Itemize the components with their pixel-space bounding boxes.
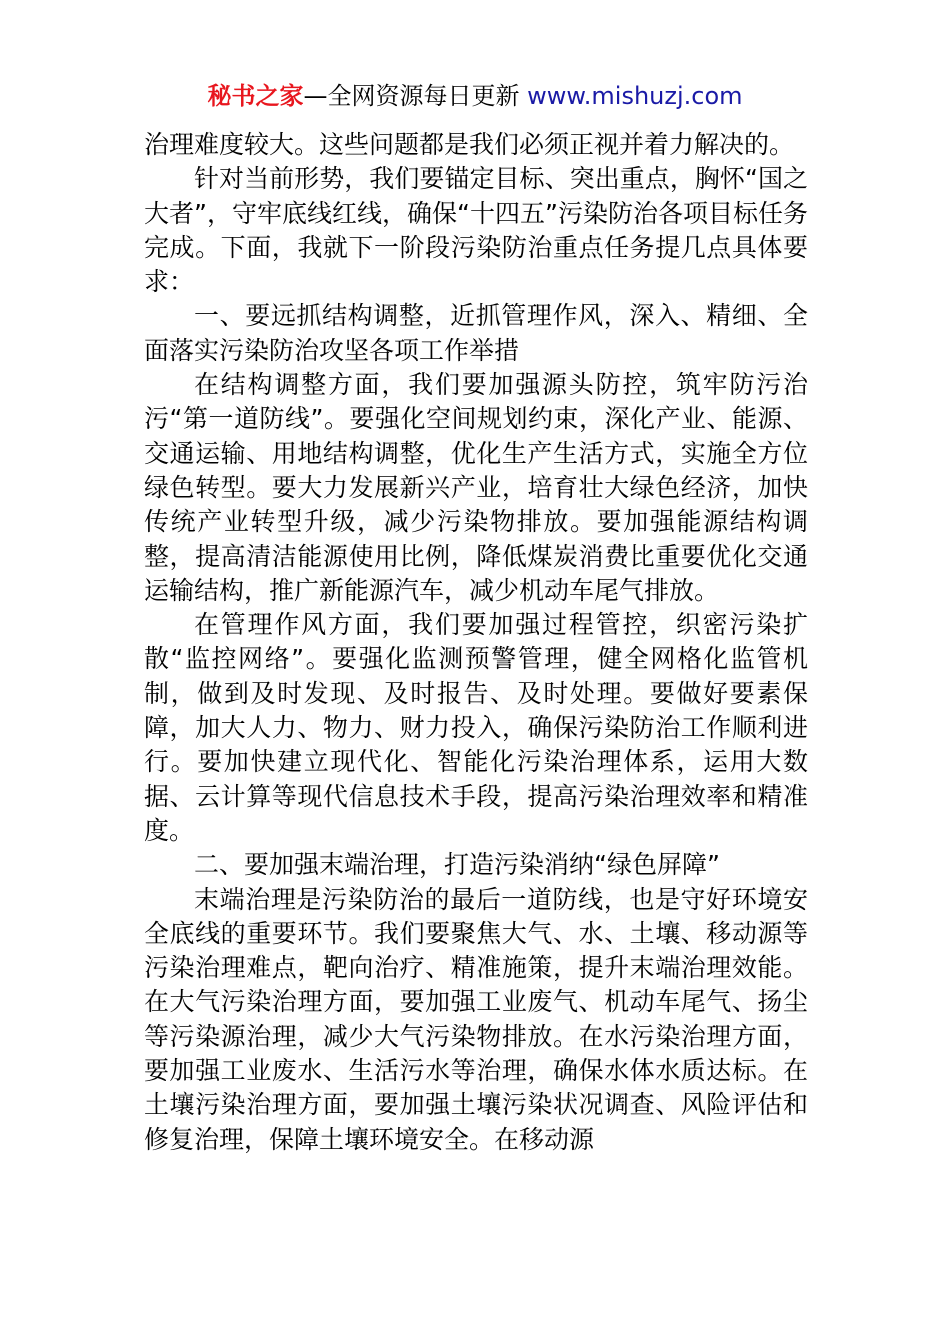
paragraph-intro: 针对当前形势，我们要锚定目标、突出重点，胸怀“国之大者”，守牢底线红线，确保“十四五”污染防治各项目标任务完成。下面，我就下一阶段污染防治重点任务提几点具体要求： [144, 164, 808, 297]
site-header [0, 80, 950, 112]
paragraph-structure-adjustment: 在结构调整方面，我们要加强源头防控，筑牢防污治污“第一道防线”。要强化空间规划约束，深化产业、能源、交通运输、用地结构调整，优化生产生活方式，实施全方位绿色转型。要大力发展新兴产业，培育壮大绿色经济，加快传统产业转型升级，减少污染物排放。要加强能源结构调整，提高清洁能源使用比例，降低煤炭消费比重要优化交通运输结构，推广新能源汽车，减少机动车尾气排放。 [144, 370, 808, 605]
site-brand: 秘书之家 [207, 82, 304, 110]
site-tagline: —全网资源每日更新 [303, 82, 520, 110]
section-heading-1: 一、要远抓结构调整，近抓管理作风，深入、精细、全面落实污染防治攻坚各项工作举措 [144, 301, 808, 365]
paragraph-end-treatment: 末端治理是污染防治的最后一道防线，也是守好环境安全底线的重要环节。我们要聚焦大气、水、土壤、移动源等污染治理难点，靶向治疗、精准施策，提升末端治理效能。在大气污染治理方面，要加强工业废气、机动车尾气、扬尘等污染源治理，减少大气污染物排放。在水污染治理方面，要加强工业废水、生活污水等治理，确保水体水质达标。在土壤污染治理方面，要加强土壤污染状况调查、风险评估和修复治理，保障土壤环境安全。在移动源 [144, 884, 808, 1154]
paragraph-management-style: 在管理作风方面，我们要加强过程管控，织密污染扩散“监控网络”。要强化监测预警管理，健全网格化监管机制，做到及时发现、及时报告、及时处理。要做好要素保障，加大人力、物力、财力投入，确保污染防治工作顺利进行。要加快建立现代化、智能化污染治理体系，运用大数据、云计算等现代信息技术手段，提高污染治理效率和精准度。 [144, 610, 808, 845]
site-url-link[interactable]: www.mishuzj.com [527, 82, 743, 110]
document-body [144, 128, 808, 1157]
section-heading-2: 二、要加强末端治理，打造污染消纳“绿色屏障” [194, 850, 720, 880]
paragraph-continued: 治理难度较大。这些问题都是我们必须正视并着力解决的。 [144, 130, 795, 159]
